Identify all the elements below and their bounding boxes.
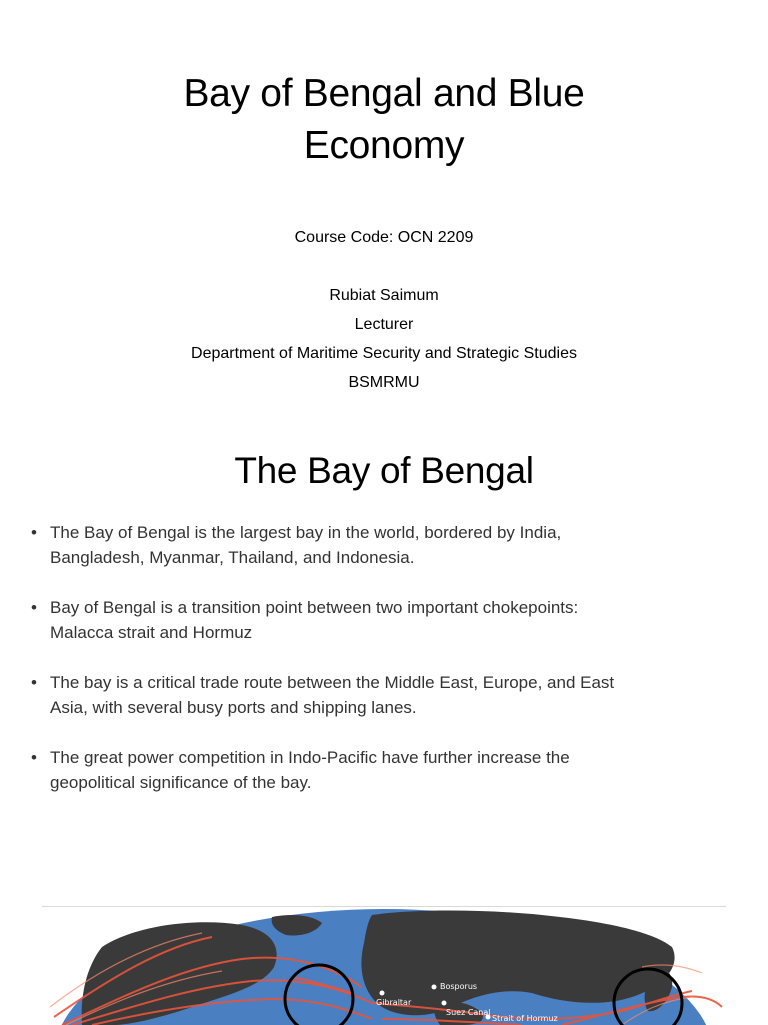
bullet-line: geopolitical significance of the bay. <box>50 770 728 795</box>
bullet-line: Asia, with several busy ports and shipping lanes. <box>50 695 728 720</box>
label-bosporus: Bosporus <box>440 982 477 991</box>
bullet-dot: • <box>28 595 40 620</box>
title-slide <box>0 0 768 420</box>
bullet-line: Bay of Bengal is a transition point between two important chokepoints: <box>50 595 728 620</box>
bullet-item <box>28 595 728 645</box>
bullet-line: Malacca strait and Hormuz <box>50 620 728 645</box>
main-title-line-2: Economy <box>84 120 684 172</box>
bullet-line: Bangladesh, Myanmar, Thailand, and Indonesia. <box>50 545 728 570</box>
world-map-image <box>42 907 726 1025</box>
bullet-item <box>28 670 728 720</box>
course-code: Course Code: OCN 2209 <box>84 229 684 247</box>
bullet-dot: • <box>28 670 40 695</box>
bullet-line: The Bay of Bengal is the largest bay in the world, bordered by India, <box>50 520 728 545</box>
bullet-item <box>28 745 728 795</box>
bullet-line: The great power competition in Indo-Pacific have further increase the <box>50 745 728 770</box>
shipping-routes-map <box>42 906 726 1025</box>
bullet-list <box>28 520 728 820</box>
label-hormuz: Strait of Hormuz <box>492 1014 558 1023</box>
bullet-dot: • <box>28 520 40 545</box>
author-block <box>84 281 684 397</box>
label-gibraltar: Gibraltar <box>376 998 412 1007</box>
author-role: Lecturer <box>84 310 684 339</box>
institution: BSMRMU <box>84 368 684 397</box>
main-title-line-1: Bay of Bengal and Blue <box>84 68 684 120</box>
bullet-item <box>28 520 728 570</box>
department: Department of Maritime Security and Strategic Studies <box>84 339 684 368</box>
main-title <box>84 68 684 172</box>
author-name: Rubiat Saimum <box>84 281 684 310</box>
content-slide <box>0 420 768 900</box>
bullet-dot: • <box>28 745 40 770</box>
label-suez: Suez Canal <box>446 1008 491 1017</box>
slide-title: The Bay of Bengal <box>84 446 684 496</box>
bullet-line: The bay is a critical trade route between the Middle East, Europe, and East <box>50 670 728 695</box>
